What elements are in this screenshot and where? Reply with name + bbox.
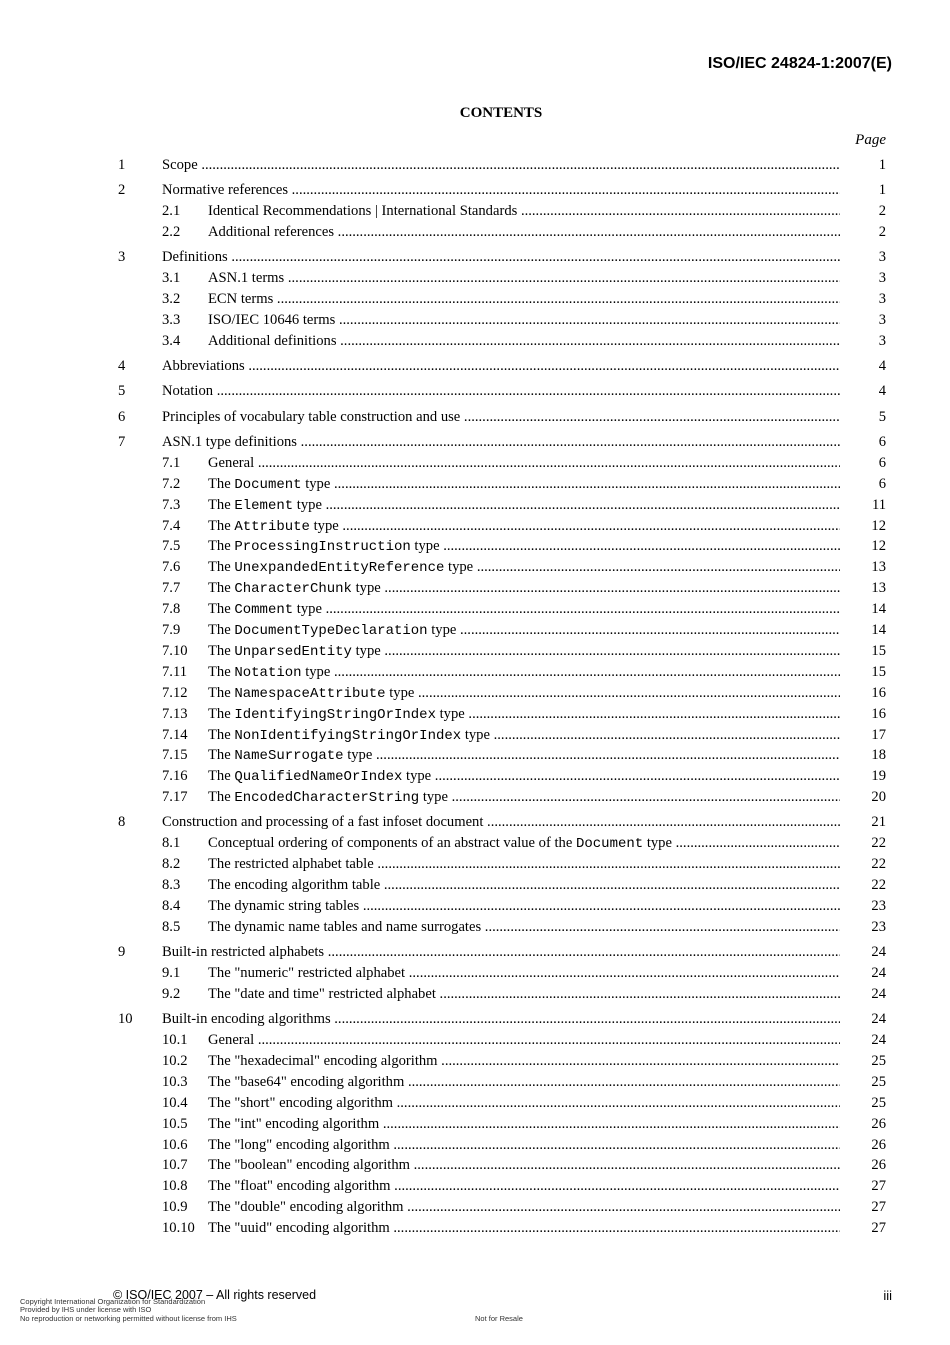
toc-entry-title <box>208 766 840 788</box>
toc-entry[interactable] <box>0 155 950 176</box>
document-id-header: ISO/IEC 24824-1:2007(E) <box>707 55 892 72</box>
toc-entry-number: 7.3 <box>162 496 181 513</box>
toc-entry[interactable] <box>0 833 950 854</box>
toc-entry-number: 7.15 <box>162 747 188 764</box>
toc-entry[interactable] <box>0 331 950 352</box>
toc-entry-number: 3.3 <box>162 312 181 329</box>
toc-entry-page: 14 <box>871 601 886 618</box>
toc-entry-text: The <box>208 705 235 722</box>
toc-entry-title <box>162 407 840 428</box>
toc-entry-number: 3.1 <box>162 270 181 287</box>
toc-entry-page: 21 <box>871 814 886 831</box>
toc-entry-page: 4 <box>878 358 886 375</box>
toc-entry-text: type <box>301 663 331 680</box>
toc-entry-page: 13 <box>871 580 886 597</box>
toc-entry-code: Document <box>234 476 302 493</box>
toc-entry-text: The restricted alphabet table <box>208 856 374 873</box>
toc-entry-title <box>208 289 840 310</box>
toc-entry-number: 10.10 <box>162 1220 195 1237</box>
toc-entry-number: 7.6 <box>162 559 181 576</box>
toc-entry-text: Normative references <box>162 182 288 199</box>
toc-entry-page: 17 <box>871 726 886 743</box>
table-of-contents <box>0 155 950 1239</box>
toc-entry[interactable] <box>0 578 950 599</box>
toc-entry-number: 7.9 <box>162 622 181 639</box>
toc-entry-number: 7.7 <box>162 580 181 597</box>
toc-entry[interactable] <box>0 942 950 963</box>
toc-entry-title <box>208 536 840 558</box>
toc-entry-text: The "date and time" restricted alphabet <box>208 985 436 1002</box>
toc-entry[interactable] <box>0 683 950 704</box>
toc-entry-text: The "short" encoding algorithm <box>208 1094 393 1111</box>
toc-entry-text: type <box>444 559 474 576</box>
toc-entry[interactable] <box>0 599 950 620</box>
toc-entry-title <box>162 247 840 268</box>
toc-entry-text: Identical Recommendations | International Standards <box>208 203 518 220</box>
toc-entry-title <box>208 1114 840 1135</box>
toc-entry-page: 25 <box>871 1053 886 1070</box>
toc-entry-text: Scope <box>162 157 198 173</box>
toc-entry-number: 3.2 <box>162 291 181 308</box>
toc-entry[interactable] <box>0 1072 950 1093</box>
toc-entry-title <box>208 1135 840 1156</box>
toc-entry-title <box>208 578 840 600</box>
toc-entry-text: type <box>343 747 373 764</box>
toc-entry-text: The <box>208 580 235 597</box>
toc-entry-number: 9 <box>118 944 126 961</box>
toc-entry[interactable] <box>0 557 950 578</box>
toc-entry-text: type <box>410 538 440 555</box>
toc-entry-number: 10.4 <box>162 1094 188 1111</box>
toc-entry-page: 6 <box>878 475 886 492</box>
toc-entry-text: Abbreviations <box>162 358 245 375</box>
toc-entry-title <box>208 704 840 726</box>
toc-entry-page: 5 <box>878 408 886 425</box>
toc-entry-page: 4 <box>878 383 886 400</box>
toc-entry-text: The <box>208 642 235 659</box>
toc-entry-title <box>208 854 840 875</box>
toc-entry-title <box>208 683 840 705</box>
toc-entry-title <box>162 180 840 201</box>
toc-entry-page: 23 <box>871 898 886 915</box>
toc-entry-number: 6 <box>118 408 126 425</box>
toc-entry-title <box>162 942 840 963</box>
toc-entry[interactable] <box>0 247 950 268</box>
page-title: CONTENTS <box>459 105 543 121</box>
toc-entry[interactable] <box>0 474 950 495</box>
toc-entry-title <box>208 331 840 352</box>
toc-entry-page: 27 <box>871 1220 886 1237</box>
toc-entry[interactable] <box>0 787 950 808</box>
toc-entry-number: 2.1 <box>162 203 181 220</box>
toc-entry-code: ProcessingInstruction <box>234 539 411 556</box>
toc-entry-code: NameSurrogate <box>234 748 344 765</box>
toc-entry-number: 8.4 <box>162 898 181 915</box>
toc-entry-text: The <box>208 517 235 534</box>
toc-entry-page: 2 <box>878 203 886 220</box>
toc-entry-number: 10.7 <box>162 1157 188 1174</box>
toc-entry-page: 15 <box>871 642 886 659</box>
toc-entry-page: 19 <box>871 768 886 785</box>
toc-entry-title <box>208 557 840 579</box>
toc-entry-number: 10.2 <box>162 1053 188 1070</box>
toc-entry-number: 7.17 <box>162 789 188 806</box>
toc-entry[interactable] <box>0 766 950 787</box>
toc-entry-title <box>208 896 840 917</box>
toc-entry[interactable] <box>0 1197 950 1218</box>
toc-entry-number: 10.3 <box>162 1073 188 1090</box>
toc-entry-title <box>208 201 840 222</box>
toc-entry-text: The "base64" encoding algorithm <box>208 1073 405 1090</box>
toc-entry-text: The "numeric" restricted alphabet <box>208 965 406 982</box>
toc-entry-page: 3 <box>878 332 886 349</box>
toc-entry[interactable] <box>0 1135 950 1156</box>
toc-entry-text: The <box>208 768 235 785</box>
toc-entry-number: 9.2 <box>162 985 181 1002</box>
toc-entry-code: Comment <box>234 602 294 619</box>
toc-entry-page: 2 <box>878 224 886 241</box>
toc-entry-number: 10.1 <box>162 1032 188 1049</box>
toc-entry-text: Notation <box>162 383 214 400</box>
toc-entry-text: ASN.1 type definitions <box>162 434 297 451</box>
toc-entry-page: 22 <box>871 856 886 873</box>
toc-entry-text: The dynamic name tables and name surrogates <box>208 918 482 935</box>
toc-entry[interactable] <box>0 180 950 201</box>
toc-entry[interactable] <box>0 495 950 516</box>
toc-entry-text: The <box>208 475 235 492</box>
toc-entry-text: Construction and processing of a fast infoset document <box>162 814 484 831</box>
license-line-2: Provided by IHS under license with ISO <box>20 1305 152 1314</box>
resale-notice: Not for Resale <box>475 1314 523 1323</box>
toc-entry-title <box>162 155 840 176</box>
toc-entry[interactable] <box>0 963 950 984</box>
toc-entry-text: The "int" encoding algorithm <box>208 1115 380 1132</box>
toc-entry-page: 22 <box>871 835 886 852</box>
toc-entry-title <box>208 1176 840 1197</box>
page-number: iii <box>883 1288 892 1303</box>
toc-entry-page: 20 <box>871 789 886 806</box>
toc-entry-title <box>208 725 840 747</box>
toc-entry-number: 10 <box>118 1011 133 1028</box>
toc-entry-text: ISO/IEC 10646 terms <box>208 312 336 329</box>
toc-entry-text: type <box>309 517 339 534</box>
toc-entry-title <box>208 1030 840 1051</box>
toc-entry-title <box>208 453 840 474</box>
toc-entry[interactable] <box>0 1218 950 1239</box>
toc-entry-text: type <box>643 835 672 852</box>
toc-entry-code: UnexpandedEntityReference <box>234 560 445 577</box>
toc-entry-title <box>208 745 840 767</box>
toc-entry-text: Built-in encoding algorithms <box>162 1011 331 1028</box>
toc-entry-text: type <box>293 601 322 618</box>
toc-entry-text: Additional references <box>208 224 335 241</box>
toc-entry-title <box>208 516 840 538</box>
toc-entry-text: Definitions <box>162 249 228 266</box>
toc-entry-title <box>208 1197 840 1218</box>
toc-entry-text: type <box>351 580 381 597</box>
toc-entry-text: type <box>293 496 322 513</box>
toc-entry-number: 10.5 <box>162 1115 188 1132</box>
toc-entry-text: The <box>208 538 235 555</box>
toc-entry-page: 22 <box>871 877 886 894</box>
toc-entry-text: Built-in restricted alphabets <box>162 944 325 961</box>
toc-entry-number: 8.5 <box>162 918 181 935</box>
toc-entry[interactable] <box>0 1114 950 1135</box>
toc-entry-text: The "boolean" encoding algorithm <box>208 1157 410 1174</box>
toc-entry-text: The <box>208 559 235 576</box>
toc-entry-page: 1 <box>878 182 886 199</box>
toc-entry-text: General <box>208 1032 255 1049</box>
toc-entry-text: The "long" encoding algorithm <box>208 1136 390 1153</box>
toc-entry-code: Attribute <box>234 518 310 535</box>
toc-entry-title <box>208 963 840 984</box>
page-column-label: Page <box>855 132 886 148</box>
toc-entry-title <box>208 662 840 684</box>
toc-entry-title <box>162 812 840 833</box>
toc-entry-title <box>162 356 840 377</box>
toc-entry-title <box>208 1072 840 1093</box>
toc-entry-number: 7.12 <box>162 684 188 701</box>
toc-entry-page: 3 <box>878 312 886 329</box>
toc-entry[interactable] <box>0 310 950 331</box>
toc-entry-page: 25 <box>871 1094 886 1111</box>
toc-entry-page: 3 <box>878 270 886 287</box>
toc-entry-code: CharacterChunk <box>234 581 352 598</box>
toc-entry-page: 24 <box>871 944 886 961</box>
toc-entry-text: The <box>208 663 235 680</box>
toc-entry-number: 8.2 <box>162 856 181 873</box>
copyright-notice: © ISO/IEC 2007 – All rights reserved <box>113 1288 317 1302</box>
toc-entry-code: Element <box>234 497 294 514</box>
toc-entry-text: The <box>208 496 235 513</box>
toc-entry[interactable] <box>0 1155 950 1176</box>
toc-entry-title <box>162 1009 840 1030</box>
toc-entry-page: 23 <box>871 918 886 935</box>
toc-entry-code: Notation <box>234 664 302 681</box>
toc-entry-code: NonIdentifyingStringOrIndex <box>234 727 462 744</box>
toc-entry[interactable] <box>0 201 950 222</box>
toc-entry-page: 24 <box>871 985 886 1002</box>
toc-entry-text: Principles of vocabulary table construction and use <box>162 408 461 425</box>
toc-entry-page: 16 <box>871 705 886 722</box>
toc-entry[interactable] <box>0 1051 950 1072</box>
toc-entry-text: type <box>435 705 465 722</box>
toc-entry-number: 7.1 <box>162 454 181 471</box>
toc-entry[interactable] <box>0 516 950 537</box>
toc-entry[interactable] <box>0 854 950 875</box>
toc-entry-title <box>208 787 840 809</box>
toc-entry-page: 12 <box>871 538 886 555</box>
toc-entry-number: 1 <box>118 157 126 173</box>
toc-entry-text: The "uuid" encoding algorithm <box>208 1220 390 1237</box>
toc-entry-page: 18 <box>871 747 886 764</box>
toc-entry-title <box>162 381 840 402</box>
toc-entry-title <box>208 222 840 243</box>
toc-entry[interactable] <box>0 725 950 746</box>
toc-entry-number: 2 <box>118 182 126 199</box>
toc-entry-title <box>208 495 840 517</box>
toc-entry-text: The "double" encoding algorithm <box>208 1199 404 1216</box>
toc-entry-number: 8.3 <box>162 877 181 894</box>
toc-entry-title <box>208 641 840 663</box>
toc-entry[interactable] <box>0 536 950 557</box>
toc-entry[interactable] <box>0 1176 950 1197</box>
toc-entry-number: 7.8 <box>162 601 181 618</box>
toc-entry-page: 14 <box>871 622 886 639</box>
toc-entry[interactable] <box>0 1093 950 1114</box>
toc-entry-page: 11 <box>871 496 886 513</box>
toc-entry-text: The "float" encoding algorithm <box>208 1178 391 1195</box>
toc-entry-number: 10.9 <box>162 1199 188 1216</box>
toc-entry[interactable] <box>0 381 950 402</box>
toc-entry-title <box>208 310 840 331</box>
toc-entry-number: 7.14 <box>162 726 188 743</box>
toc-entry-page: 1 <box>878 157 886 173</box>
toc-entry-text: type <box>402 768 432 785</box>
toc-entry-page: 6 <box>878 434 886 451</box>
toc-entry-code: UnparsedEntity <box>234 643 352 660</box>
toc-entry-text: ASN.1 terms <box>208 270 285 287</box>
toc-entry[interactable] <box>0 268 950 289</box>
toc-entry-number: 7 <box>118 434 126 451</box>
toc-entry[interactable] <box>0 745 950 766</box>
toc-entry-text: The "hexadecimal" encoding algorithm <box>208 1053 438 1070</box>
toc-entry[interactable] <box>0 1009 950 1030</box>
toc-entry-number: 5 <box>118 383 126 400</box>
toc-entry-text: The dynamic string tables <box>208 898 360 915</box>
toc-entry-text: The <box>208 726 235 743</box>
toc-entry-number: 9.1 <box>162 965 181 982</box>
toc-entry-title <box>208 474 840 496</box>
toc-entry-page: 6 <box>878 454 886 471</box>
toc-entry-text: type <box>301 475 331 492</box>
toc-entry[interactable] <box>0 812 950 833</box>
toc-entry-text: The encoding algorithm table <box>208 877 381 894</box>
toc-entry[interactable] <box>0 222 950 243</box>
toc-entry-number: 10.8 <box>162 1178 188 1195</box>
toc-entry-number: 8 <box>118 814 126 831</box>
toc-entry-code: QualifiedNameOrIndex <box>234 769 403 786</box>
toc-entry-title <box>208 984 840 1005</box>
toc-entry-number: 10.6 <box>162 1136 188 1153</box>
toc-entry[interactable] <box>0 356 950 377</box>
toc-entry-number: 7.4 <box>162 517 181 534</box>
toc-entry-number: 7.5 <box>162 538 181 555</box>
toc-entry-text: The <box>208 622 235 639</box>
toc-entry-text: The <box>208 601 235 618</box>
toc-entry-page: 24 <box>871 965 886 982</box>
toc-entry-title <box>208 1218 840 1239</box>
toc-entry-text: The <box>208 747 235 764</box>
toc-entry-text: The <box>208 789 235 806</box>
toc-entry[interactable] <box>0 896 950 917</box>
toc-entry-page: 24 <box>871 1032 886 1049</box>
toc-entry-title <box>208 620 840 642</box>
toc-entry-text: Conceptual ordering of components of an abstract value of the <box>208 835 576 852</box>
toc-entry-page: 26 <box>871 1157 886 1174</box>
toc-entry-text: General <box>208 454 255 471</box>
toc-entry[interactable] <box>0 620 950 641</box>
toc-entry[interactable] <box>0 662 950 683</box>
toc-entry-page: 27 <box>871 1199 886 1216</box>
toc-entry[interactable] <box>0 1030 950 1051</box>
toc-entry[interactable] <box>0 704 950 725</box>
toc-entry-page: 26 <box>871 1115 886 1132</box>
toc-entry-number: 4 <box>118 358 126 375</box>
toc-entry-code: NamespaceAttribute <box>234 685 386 702</box>
license-line-1: Copyright International Organization for Standardization <box>20 1297 206 1306</box>
license-line-3: No reproduction or networking permitted without license from IHS <box>20 1314 237 1323</box>
toc-entry-page: 3 <box>878 291 886 308</box>
toc-entry-text: ECN terms <box>208 291 274 308</box>
toc-entry-title <box>208 1051 840 1072</box>
toc-entry-text: type <box>351 642 381 659</box>
toc-entry-text: type <box>385 684 415 701</box>
toc-entry-code: EncodedCharacterString <box>234 790 420 807</box>
toc-entry[interactable] <box>0 875 950 896</box>
toc-entry-text: type <box>427 622 457 639</box>
toc-entry[interactable] <box>0 453 950 474</box>
toc-entry-text: The <box>208 684 235 701</box>
toc-entry-page: 25 <box>871 1073 886 1090</box>
toc-entry[interactable] <box>0 984 950 1005</box>
toc-entry-number: 8.1 <box>162 835 181 852</box>
toc-entry[interactable] <box>0 432 950 453</box>
toc-entry-title <box>208 599 840 621</box>
toc-entry-number: 7.2 <box>162 475 181 492</box>
toc-entry-number: 7.11 <box>162 663 187 680</box>
toc-entry-number: 2.2 <box>162 224 181 241</box>
toc-entry[interactable] <box>0 407 950 428</box>
toc-entry-title <box>208 833 840 855</box>
page-footer <box>0 1287 950 1345</box>
toc-entry-page: 27 <box>871 1178 886 1195</box>
toc-entry[interactable] <box>0 289 950 310</box>
toc-entry-title <box>208 917 840 938</box>
toc-entry-title <box>208 875 840 896</box>
toc-entry-title <box>162 432 840 453</box>
toc-entry-number: 7.16 <box>162 768 188 785</box>
toc-entry[interactable] <box>0 917 950 938</box>
toc-entry-number: 3.4 <box>162 332 181 349</box>
toc-entry-page: 13 <box>871 559 886 576</box>
toc-entry[interactable] <box>0 641 950 662</box>
toc-entry-text: Additional definitions <box>208 332 337 349</box>
toc-entry-title <box>208 1155 840 1176</box>
toc-entry-text: type <box>419 789 448 806</box>
toc-entry-page: 24 <box>871 1011 886 1028</box>
toc-entry-code: IdentifyingStringOrIndex <box>234 706 436 723</box>
toc-entry-title <box>208 1093 840 1114</box>
toc-entry-text: type <box>461 726 490 743</box>
toc-entry-number: 7.10 <box>162 642 188 659</box>
toc-entry-page: 12 <box>871 517 886 534</box>
toc-entry-number: 7.13 <box>162 705 188 722</box>
toc-entry-page: 15 <box>871 663 886 680</box>
toc-entry-title <box>208 268 840 289</box>
toc-entry-page: 26 <box>871 1136 886 1153</box>
toc-entry-code: Document <box>575 836 644 853</box>
toc-entry-code: DocumentTypeDeclaration <box>234 623 428 640</box>
toc-entry-page: 16 <box>871 684 886 701</box>
toc-entry-page: 3 <box>878 249 886 266</box>
toc-entry-number: 3 <box>118 249 126 266</box>
